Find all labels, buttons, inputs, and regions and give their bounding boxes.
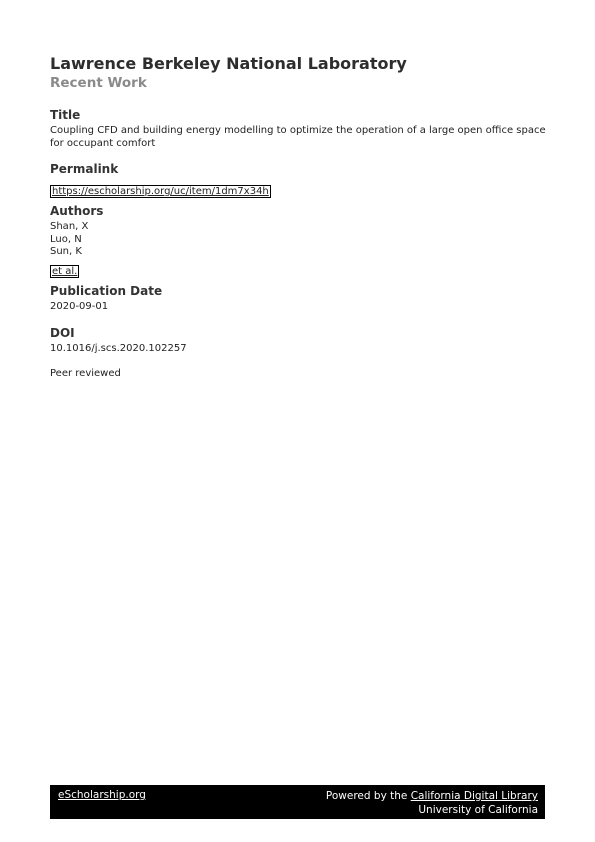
author-name: Luo, N [50, 233, 82, 245]
peer-review-status: Peer reviewed [50, 368, 121, 379]
publication-date-value: 2020-09-01 [50, 301, 109, 312]
authors-section [50, 204, 550, 278]
doi-section [50, 326, 550, 356]
series-subtitle: Recent Work [50, 75, 147, 91]
publication-date-section [50, 284, 550, 314]
more-authors-link[interactable]: et al. [52, 265, 78, 277]
footer-bar [50, 785, 545, 819]
authors-label: Authors [50, 204, 104, 218]
cdl-link[interactable]: California Digital Library [410, 790, 538, 802]
escholarship-link[interactable]: eScholarship.org [58, 789, 146, 801]
footer-attribution [326, 789, 538, 817]
permalink-label: Permalink [50, 162, 119, 176]
doi-label: DOI [50, 326, 75, 340]
author-name: Shan, X [50, 221, 89, 232]
university-text: University of California [418, 804, 538, 816]
document-header [50, 54, 407, 92]
author-name: Sun, K [50, 246, 82, 257]
permalink-section [50, 162, 550, 198]
institution-title: Lawrence Berkeley National Laboratory [50, 54, 407, 73]
powered-by-text: Powered by the [325, 790, 411, 802]
publication-date-label: Publication Date [50, 284, 163, 298]
doi-value: 10.1016/j.scs.2020.102257 [50, 343, 187, 354]
title-section [50, 108, 550, 150]
title-label: Title [50, 108, 81, 122]
peer-review-section [50, 368, 550, 381]
permalink-link[interactable]: https://escholarship.org/uc/item/1dm7x34h [52, 186, 269, 197]
article-title: Coupling CFD and building energy modelling to optimize the operation of a large open office space for occupant comfort [50, 125, 546, 149]
